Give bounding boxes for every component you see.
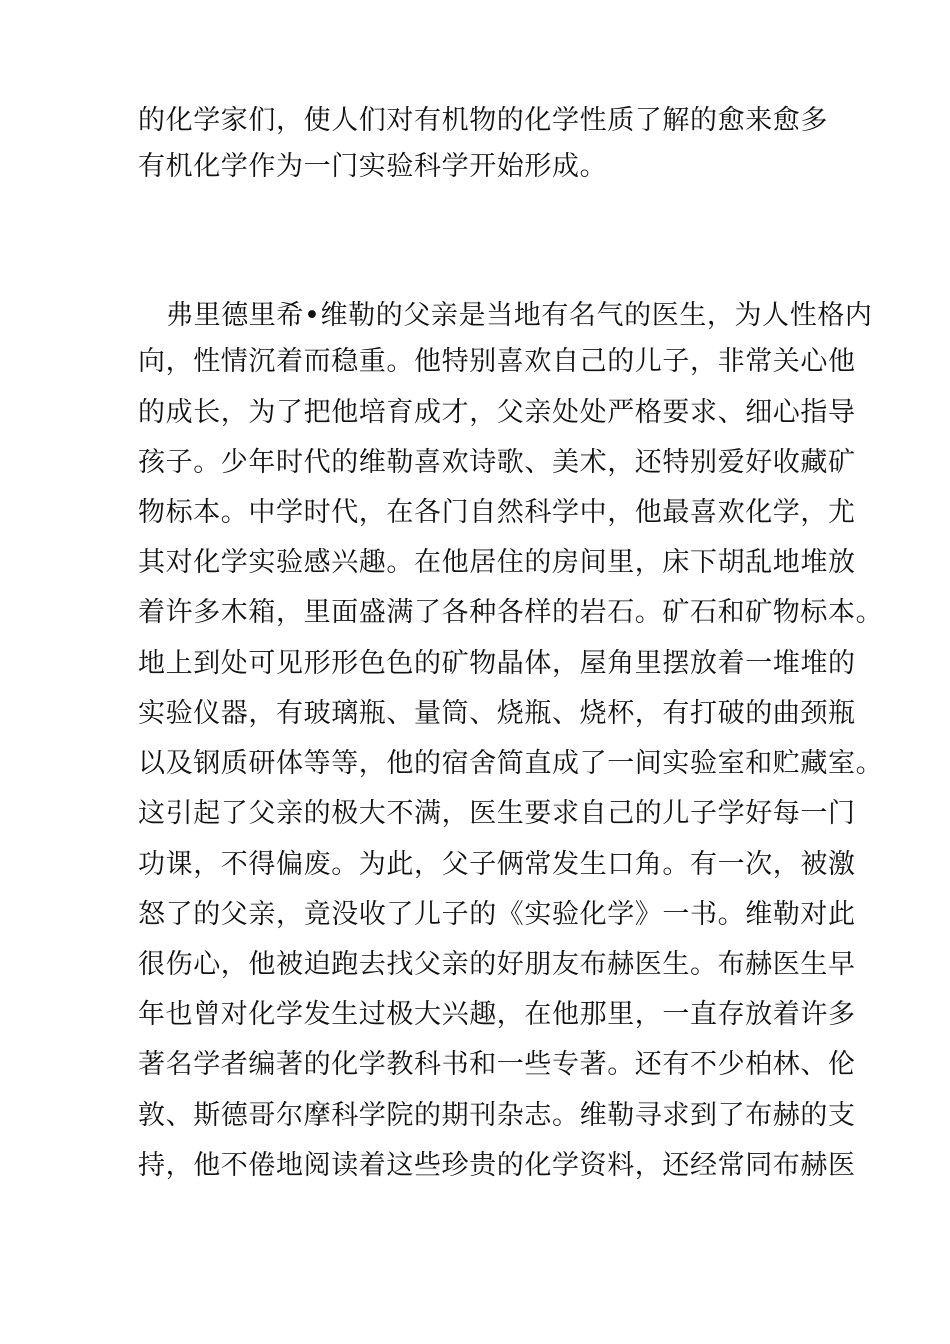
- paragraph-line: 弗里德里希•维勒的父亲是当地有名气的医生，为人性格内: [166, 300, 873, 331]
- paragraph-line: 地上到处可见形形色色的矿物晶体，屋角里摆放着一堆堆的: [138, 648, 856, 679]
- paragraph-line: 着许多木箱，里面盛满了各种各样的岩石。矿石和矿物标本。: [138, 597, 884, 628]
- paragraph-line: 孩子。少年时代的维勒喜欢诗歌、美术，还特别爱好收藏矿: [138, 447, 856, 478]
- paragraph-line: 敦、斯德哥尔摩科学院的期刊杂志。维勒寻求到了布赫的支: [138, 1100, 856, 1131]
- paragraph-line: 的成长，为了把他培育成才，父亲处处严格要求、细心指导: [138, 397, 856, 428]
- paragraph-line: 这引起了父亲的极大不满，医生要求自己的儿子学好每一门: [138, 798, 856, 829]
- paragraph-line: 以及钢质研体等等，他的宿舍简直成了一间实验室和贮藏室。: [138, 748, 884, 779]
- paragraph-line: 其对化学实验感兴趣。在他居住的房间里，床下胡乱地堆放: [138, 547, 856, 578]
- paragraph-line: 向，性情沉着而稳重。他特别喜欢自己的儿子，非常关心他: [138, 346, 856, 377]
- paragraph-line: 年也曾对化学发生过极大兴趣，在他那里，一直存放着许多: [138, 999, 856, 1030]
- paragraph-line: 很伤心，他被迫跑去找父亲的好朋友布赫医生。布赫医生早: [138, 949, 856, 980]
- paragraph-line: 实验仪器，有玻璃瓶、量筒、烧瓶、烧杯，有打破的曲颈瓶: [138, 698, 856, 729]
- paragraph-line: 持，他不倦地阅读着这些珍贵的化学资料，还经常同布赫医: [138, 1150, 856, 1181]
- paragraph-line: 怒了的父亲，竟没收了儿子的《实验化学》一书。维勒对此: [138, 899, 856, 930]
- paragraph-line: 有机化学作为一门实验科学开始形成。: [138, 151, 608, 182]
- paragraph-line: 的化学家们，使人们对有机物的化学性质了解的愈来愈多: [138, 105, 828, 136]
- paragraph-line: 著名学者编著的化学教科书和一些专著。还有不少柏林、伦: [138, 1049, 856, 1080]
- paragraph-line: 功课，不得偏废。为此，父子俩常发生口角。有一次，被激: [138, 849, 856, 880]
- paragraph-line: 物标本。中学时代，在各门自然科学中，他最喜欢化学，尤: [138, 497, 856, 528]
